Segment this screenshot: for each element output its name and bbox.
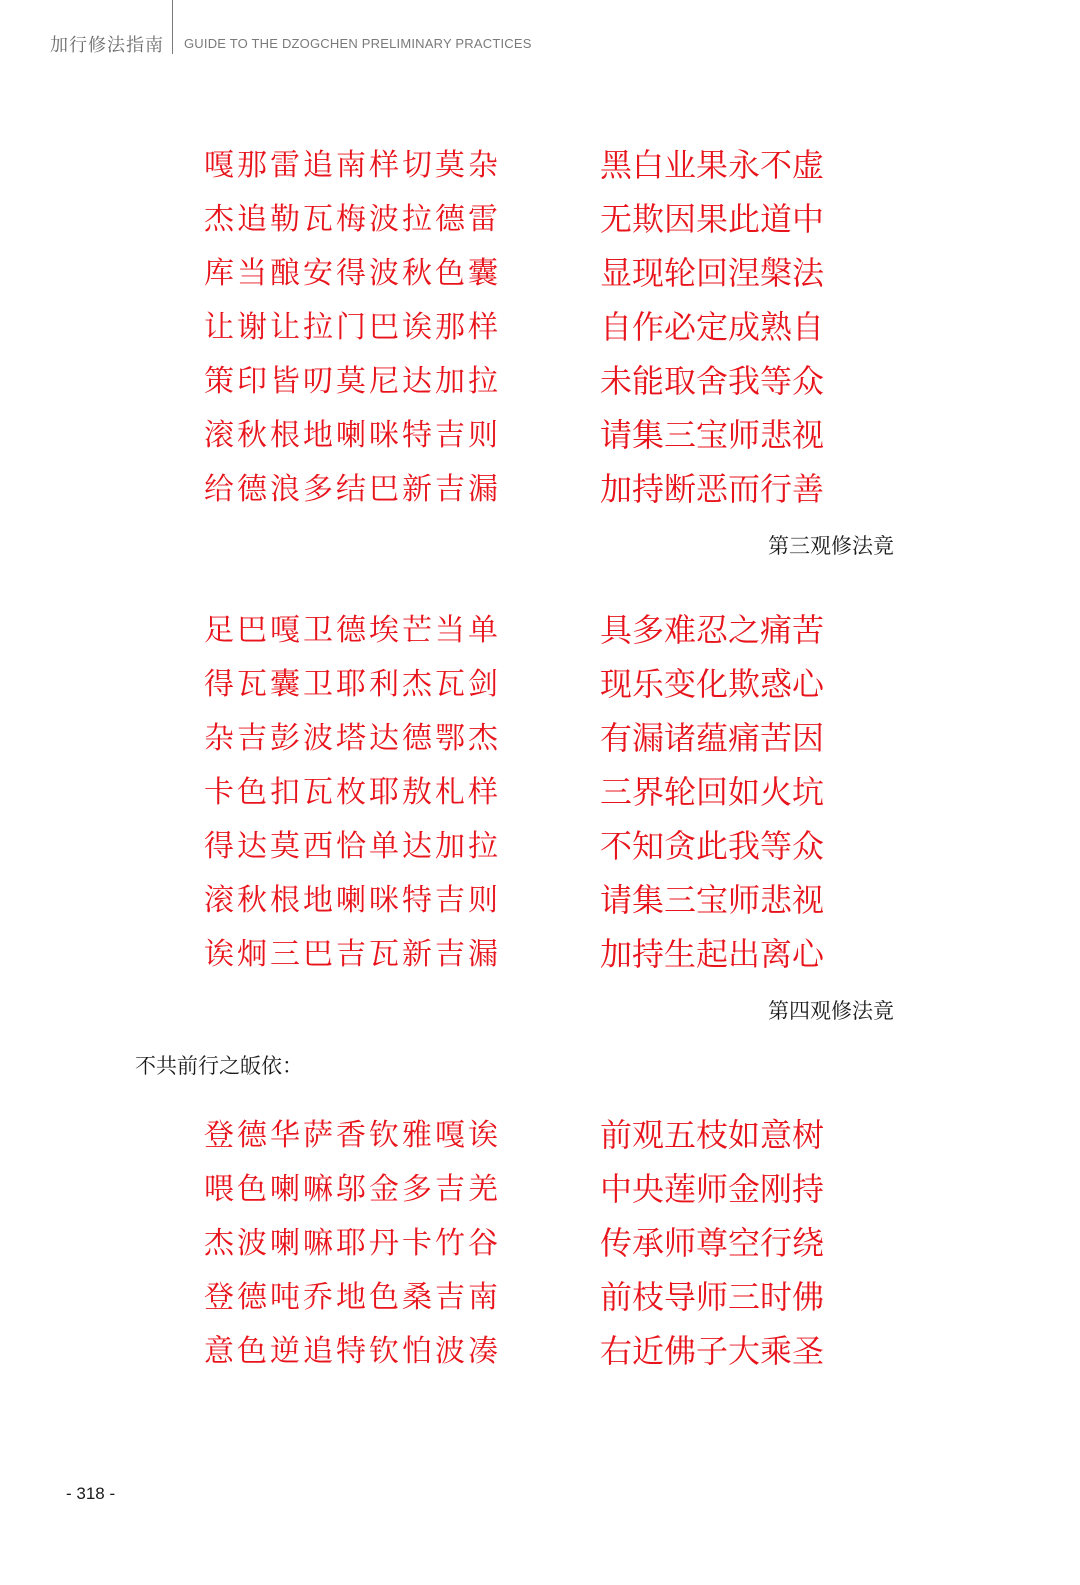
verse-transliteration: 登德华萨香钦雅嘎诶: [204, 1118, 501, 1153]
verse-transliteration: 库当酿安得波秋色囊: [204, 256, 501, 291]
verse-translation: 加持断恶而行善: [600, 470, 825, 508]
verse-translation: 有漏诸蕴痛苦因: [600, 719, 825, 757]
verse-translation: 前枝导师三时佛: [600, 1278, 825, 1316]
verse-transliteration: 喂色喇嘛邬金多吉羌: [204, 1172, 501, 1207]
verse-line: [0, 410, 1080, 464]
verse-translation: 传承师尊空行绕: [600, 1224, 825, 1262]
section-end-caption: 第三观修法竟: [768, 534, 894, 558]
verse-line: [0, 767, 1080, 821]
verse-translation: 请集三宝师悲视: [600, 416, 825, 454]
verse-translation: 右近佛子大乘圣: [600, 1332, 825, 1370]
header-title-cn: 加行修法指南: [50, 35, 164, 56]
verse-translation: 中央莲师金刚持: [600, 1170, 825, 1208]
verse-translation: 显现轮回涅槃法: [600, 254, 825, 292]
page-number: - 318 -: [66, 1484, 116, 1503]
verse-line: [0, 713, 1080, 767]
verse-line: [0, 356, 1080, 410]
verse-transliteration: 足巴嘎卫德埃芒当单: [204, 613, 501, 648]
verse-transliteration: 诶炯三巴吉瓦新吉漏: [204, 937, 501, 972]
verse-transliteration: 得瓦囊卫耶利杰瓦剑: [204, 667, 501, 702]
verse-translation: 请集三宝师悲视: [600, 881, 825, 919]
verse-line: [0, 1218, 1080, 1272]
verse-translation: 加持生起出离心: [600, 935, 825, 973]
verse-translation: 黑白业果永不虚: [600, 146, 825, 184]
verse-translation: 具多难忍之痛苦: [600, 611, 825, 649]
verse-transliteration: 给德浪多结巴新吉漏: [204, 472, 501, 507]
refuge-heading: 不共前行之皈依：: [135, 1054, 303, 1078]
verse-translation: 未能取舍我等众: [600, 362, 825, 400]
verse-line: [0, 1326, 1080, 1380]
verse-line: [0, 302, 1080, 356]
verse-line: [0, 1164, 1080, 1218]
verse-line: [0, 929, 1080, 983]
verse-line: [0, 248, 1080, 302]
verse-translation: 前观五枝如意树: [600, 1116, 825, 1154]
verse-line: [0, 1110, 1080, 1164]
verse-transliteration: 杂吉彭波塔达德鄂杰: [204, 721, 501, 756]
verse-transliteration: 让谢让拉门巴诶那样: [204, 310, 501, 345]
verse-transliteration: 杰波喇嘛耶丹卡竹谷: [204, 1226, 501, 1261]
header-divider: [172, 0, 173, 54]
verse-line: [0, 659, 1080, 713]
verse-transliteration: 卡色扣瓦枚耶敖札样: [204, 775, 501, 810]
verse-line: [0, 875, 1080, 929]
verse-transliteration: 杰追勒瓦梅波拉德雷: [204, 202, 501, 237]
verse-line: [0, 464, 1080, 518]
verse-translation: 三界轮回如火坑: [600, 773, 825, 811]
verse-transliteration: 策印皆叨莫尼达加拉: [204, 364, 501, 399]
verse-translation: 无欺因果此道中: [600, 200, 825, 238]
verse-line: [0, 605, 1080, 659]
verse-transliteration: 嘎那雷追南样切莫杂: [204, 148, 501, 183]
verse-translation: 自作必定成熟自: [600, 308, 825, 346]
verse-transliteration: 滚秋根地喇咪特吉则: [204, 883, 501, 918]
running-header: [0, 0, 1080, 70]
verse-line: [0, 821, 1080, 875]
verse-transliteration: 滚秋根地喇咪特吉则: [204, 418, 501, 453]
verse-translation: 现乐变化欺惑心: [600, 665, 825, 703]
verse-transliteration: 登德吨乔地色桑吉南: [204, 1280, 501, 1315]
verse-line: [0, 194, 1080, 248]
verse-translation: 不知贪此我等众: [600, 827, 825, 865]
header-title-en: GUIDE TO THE DZOGCHEN PRELIMINARY PRACTICES: [184, 36, 532, 51]
section-end-caption: 第四观修法竟: [768, 999, 894, 1023]
verse-line: [0, 1272, 1080, 1326]
verse-transliteration: 意色逆追特钦怕波凑: [204, 1334, 501, 1369]
verse-line: [0, 140, 1080, 194]
verse-transliteration: 得达莫西恰单达加拉: [204, 829, 501, 864]
